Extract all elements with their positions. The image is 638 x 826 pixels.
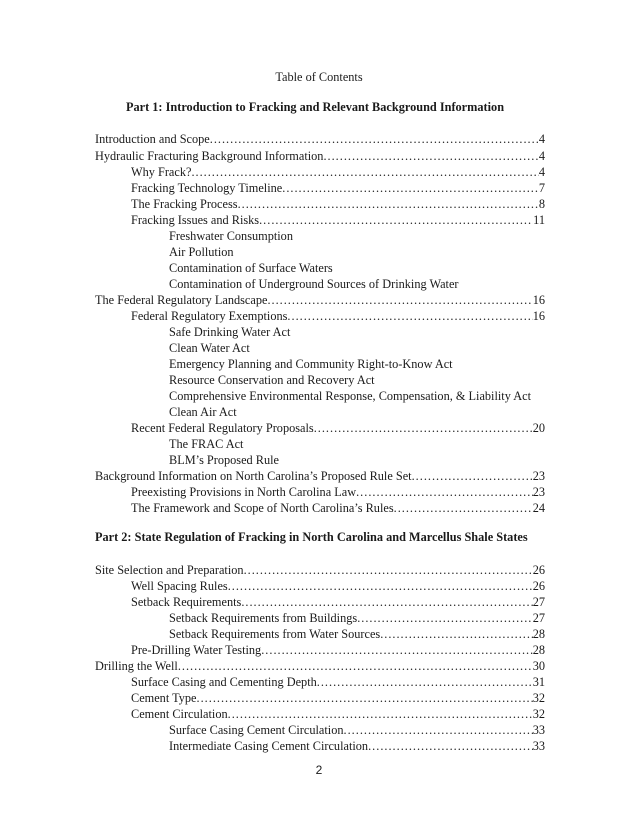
toc-entry-page: 16 bbox=[532, 293, 545, 307]
dot-leader bbox=[228, 578, 533, 594]
toc-entry-label: Pre-Drilling Water Testing bbox=[131, 643, 262, 657]
toc-subentry: Contamination of Surface Waters bbox=[169, 261, 333, 275]
dot-leader bbox=[287, 308, 532, 324]
toc-entry-page: 23 bbox=[532, 469, 545, 483]
dot-leader bbox=[244, 562, 533, 578]
dot-leader bbox=[210, 131, 539, 147]
toc-entry-label: Surface Casing Cement Circulation bbox=[169, 723, 344, 737]
part1-heading: Part 1: Introduction to Fracking and Relevant Background Information bbox=[126, 100, 505, 114]
toc-title: Table of Contents bbox=[275, 70, 363, 84]
toc-entry[interactable] bbox=[169, 722, 545, 738]
toc-subentry: The FRAC Act bbox=[169, 437, 244, 451]
part2-heading: Part 2: State Regulation of Fracking in North Carolina and Marcellus Shale States bbox=[95, 530, 528, 544]
toc-entry[interactable] bbox=[131, 706, 545, 722]
toc-entry-page: 11 bbox=[533, 213, 545, 227]
toc-entry-label: Drilling the Well bbox=[95, 659, 178, 673]
dot-leader bbox=[317, 674, 533, 690]
toc-subentry: Comprehensive Environmental Response, Compensation, & Liability Act bbox=[169, 389, 532, 403]
dot-leader bbox=[259, 212, 533, 228]
toc-entry-label: Recent Federal Regulatory Proposals bbox=[131, 421, 314, 435]
toc-entry-page: 4 bbox=[538, 132, 545, 146]
toc-entry[interactable] bbox=[95, 562, 545, 578]
toc-entry-label: Intermediate Casing Cement Circulation bbox=[169, 739, 369, 753]
dot-leader bbox=[178, 658, 533, 674]
toc-entry-page: 16 bbox=[532, 309, 545, 323]
toc-entry-page: 31 bbox=[532, 675, 545, 689]
toc-entry[interactable] bbox=[131, 420, 545, 436]
toc-entry-page: 33 bbox=[532, 723, 545, 737]
dot-leader bbox=[238, 196, 539, 212]
toc-entry[interactable] bbox=[131, 180, 545, 196]
toc-entry-label: Cement Circulation bbox=[131, 707, 228, 721]
toc-entry-label: Federal Regulatory Exemptions bbox=[131, 309, 288, 323]
toc-entry-page: 27 bbox=[532, 595, 545, 609]
toc-entry-page: 30 bbox=[532, 659, 545, 673]
toc-entry[interactable] bbox=[131, 674, 545, 690]
toc-entry-label: Preexisting Provisions in North Carolina Law bbox=[131, 485, 357, 499]
dot-leader bbox=[197, 690, 533, 706]
toc-entry[interactable] bbox=[131, 212, 545, 228]
toc-entry-page: 32 bbox=[532, 691, 545, 705]
dot-leader bbox=[323, 148, 538, 164]
toc-entry-page: 4 bbox=[538, 149, 545, 163]
toc-entry[interactable] bbox=[95, 292, 545, 308]
dot-leader bbox=[356, 484, 533, 500]
toc-subentry: Clean Water Act bbox=[169, 341, 250, 355]
toc-entry-page: 28 bbox=[532, 627, 545, 641]
toc-entry-label: The Framework and Scope of North Carolina’s Rules bbox=[131, 501, 394, 515]
toc-entry-label: Fracking Technology Timeline bbox=[131, 181, 283, 195]
toc-entry[interactable] bbox=[131, 500, 545, 516]
toc-entry-label: Site Selection and Preparation bbox=[95, 563, 244, 577]
toc-entry-page: 24 bbox=[532, 501, 545, 515]
dot-leader bbox=[344, 722, 533, 738]
dot-leader bbox=[228, 706, 533, 722]
toc-entry[interactable] bbox=[131, 196, 545, 212]
toc-entry-page: 27 bbox=[532, 611, 545, 625]
toc-entry[interactable] bbox=[131, 690, 545, 706]
toc-entry[interactable] bbox=[131, 484, 545, 500]
toc-entry-page: 20 bbox=[532, 421, 545, 435]
toc-entry-page: 26 bbox=[532, 563, 545, 577]
toc-entry-page: 26 bbox=[532, 579, 545, 593]
toc-entry[interactable] bbox=[95, 468, 545, 484]
toc-entry-page: 7 bbox=[538, 181, 545, 195]
toc-entry-label: Hydraulic Fracturing Background Information bbox=[95, 149, 324, 163]
toc-entry[interactable] bbox=[95, 131, 545, 147]
toc-entry-label: Introduction and Scope bbox=[95, 132, 210, 146]
toc-entry-label: Well Spacing Rules bbox=[131, 579, 228, 593]
toc-entry-label: Why Frack? bbox=[131, 165, 192, 179]
toc-entry-page: 4 bbox=[538, 165, 545, 179]
toc-entry[interactable] bbox=[131, 164, 545, 180]
dot-leader bbox=[282, 180, 539, 196]
toc-subentry: Air Pollution bbox=[169, 245, 234, 259]
toc-entry-label: Setback Requirements from Buildings bbox=[169, 611, 358, 625]
toc-entry-page: 33 bbox=[532, 739, 545, 753]
toc-entry[interactable] bbox=[131, 578, 545, 594]
toc-entry[interactable] bbox=[131, 642, 545, 658]
toc-entry-label: Fracking Issues and Risks bbox=[131, 213, 260, 227]
dot-leader bbox=[314, 420, 533, 436]
dot-leader bbox=[261, 642, 532, 658]
toc-entry[interactable] bbox=[131, 308, 545, 324]
toc-entry-label: Cement Type bbox=[131, 691, 197, 705]
toc-entry[interactable] bbox=[95, 148, 545, 164]
toc-entry[interactable] bbox=[131, 594, 545, 610]
dot-leader bbox=[380, 626, 533, 642]
toc-entry[interactable] bbox=[169, 610, 545, 626]
toc-subentry: Freshwater Consumption bbox=[169, 229, 293, 243]
toc-entry[interactable] bbox=[169, 626, 545, 642]
toc-entry-page: 32 bbox=[532, 707, 545, 721]
toc-entry-label: The Federal Regulatory Landscape bbox=[95, 293, 268, 307]
toc-entry-page: 8 bbox=[538, 197, 545, 211]
toc-entry-label: The Fracking Process bbox=[131, 197, 238, 211]
toc-subentry: Resource Conservation and Recovery Act bbox=[169, 373, 375, 387]
dot-leader bbox=[191, 164, 538, 180]
dot-leader bbox=[368, 738, 533, 754]
toc-subentry: Clean Air Act bbox=[169, 405, 237, 419]
toc-subentry: Emergency Planning and Community Right-to-Know Act bbox=[169, 357, 453, 371]
toc-entry[interactable] bbox=[95, 658, 545, 674]
dot-leader bbox=[357, 610, 533, 626]
dot-leader bbox=[394, 500, 533, 516]
toc-entry-page: 28 bbox=[532, 643, 545, 657]
toc-subentry: Contamination of Underground Sources of Drinking Water bbox=[169, 277, 459, 291]
dot-leader bbox=[241, 594, 532, 610]
toc-entry[interactable] bbox=[169, 738, 545, 754]
toc-subentry: Safe Drinking Water Act bbox=[169, 325, 291, 339]
dot-leader bbox=[412, 468, 533, 484]
toc-entry-label: Setback Requirements from Water Sources bbox=[169, 627, 381, 641]
toc-entry-label: Setback Requirements bbox=[131, 595, 242, 609]
toc-subentry: BLM’s Proposed Rule bbox=[169, 453, 279, 467]
toc-entry-label: Background Information on North Carolina’s Proposed Rule Set bbox=[95, 469, 412, 483]
toc-entry-label: Surface Casing and Cementing Depth bbox=[131, 675, 317, 689]
toc-entry-page: 23 bbox=[532, 485, 545, 499]
dot-leader bbox=[267, 292, 532, 308]
page-number: 2 bbox=[315, 763, 323, 777]
